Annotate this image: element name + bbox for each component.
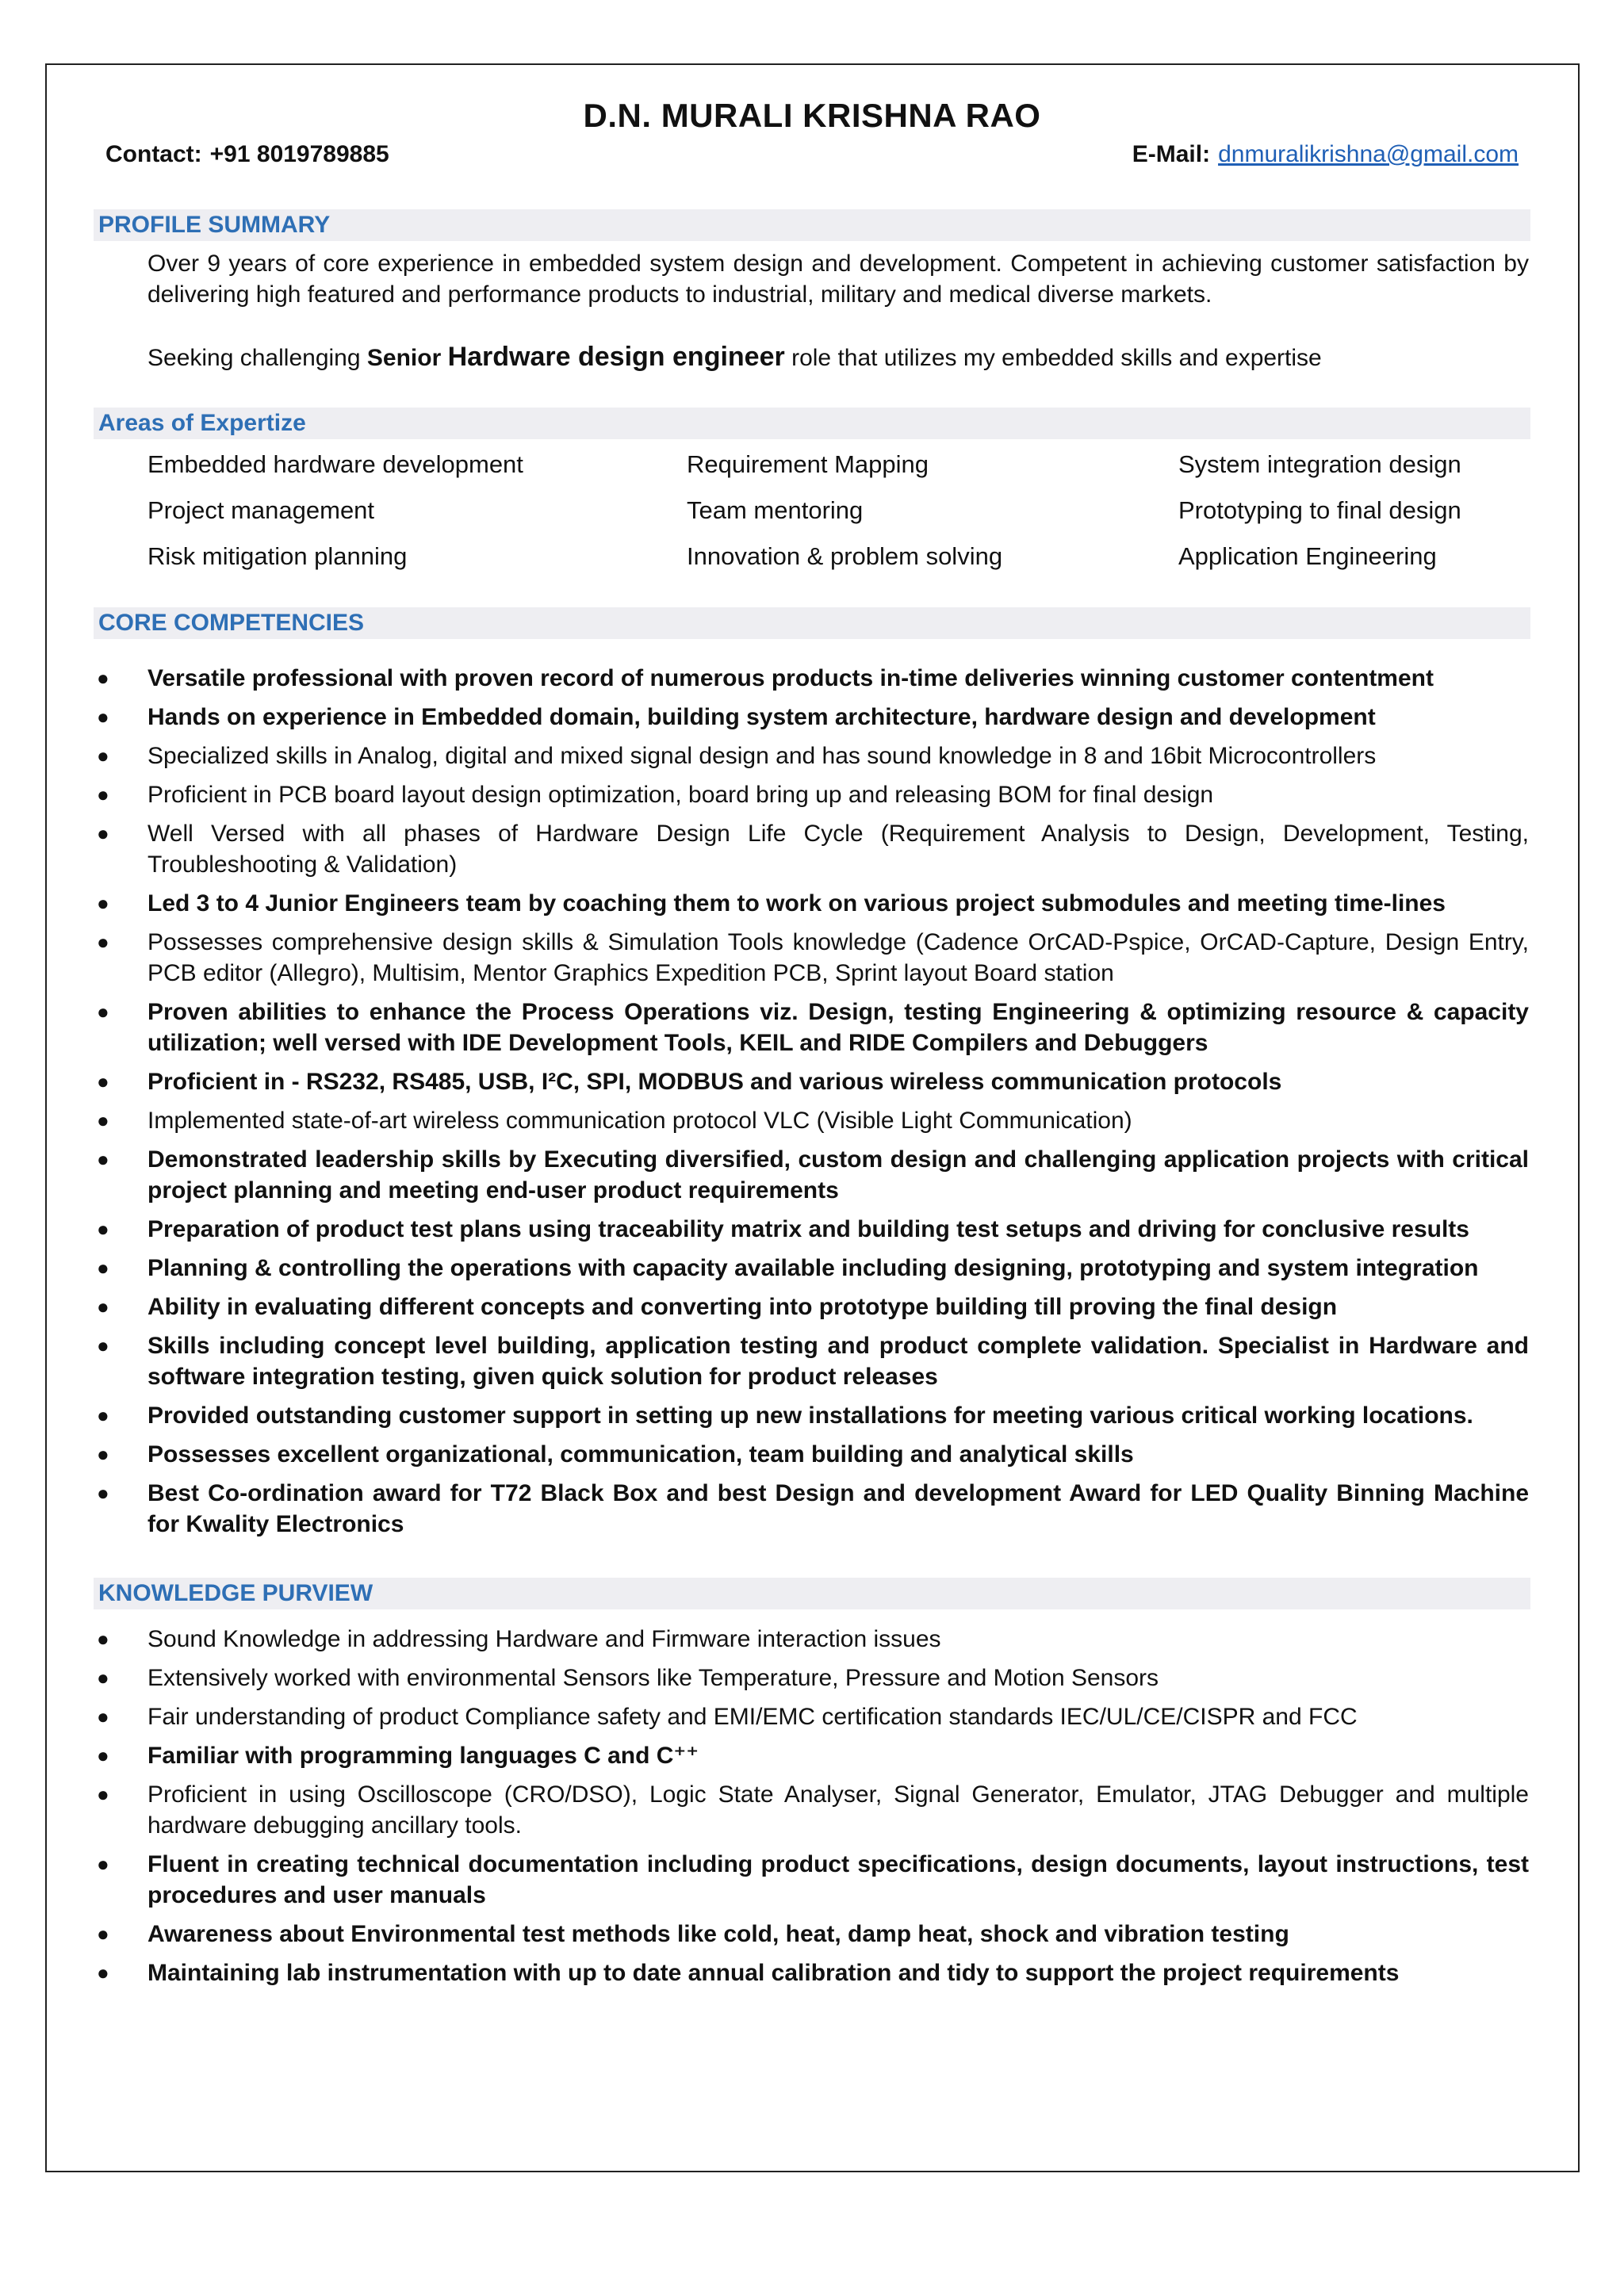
list-item xyxy=(94,1624,1529,1655)
list-item-text: Specialized skills in Analog, digital and mixed signal design and has sound knowledge in 8 and 16bit Microcontrollers xyxy=(147,743,1377,769)
bullet-icon: ● xyxy=(97,1961,109,1984)
expertise-row xyxy=(147,496,1543,542)
list-item-text: Provided outstanding customer support in setting up new installations for meeting various critical working locations. xyxy=(147,1402,1473,1429)
list-item xyxy=(94,702,1529,733)
contact-label: Contact: xyxy=(105,141,202,167)
bullet-icon: ● xyxy=(97,1705,109,1728)
list-item-text: Preparation of product test plans using traceability matrix and building test setups and driving for conclusive results xyxy=(147,1216,1469,1242)
list-item-text: Led 3 to 4 Junior Engineers team by coaching them to work on various project submodules and meeting time-lines xyxy=(147,890,1446,916)
seek-suffix: role that utilizes my embedded skills and expertise xyxy=(791,345,1322,371)
list-item-text: Well Versed with all phases of Hardware Design Life Cycle (Requirement Analysis to Design, Development, Testing, Troubleshooting & Validation) xyxy=(147,821,1529,878)
contact-row xyxy=(105,141,1519,168)
expertise-item: Risk mitigation planning xyxy=(147,542,408,570)
bullet-icon: ● xyxy=(97,1481,109,1505)
list-item-text: Best Co-ordination award for T72 Black Box and best Design and development Award for LED Quality Binning Machine for Kwality Electronics xyxy=(147,1480,1529,1537)
list-item-text: Possesses comprehensive design skills & Simulation Tools knowledge (Cadence OrCAD-Pspice, OrCAD-Capture, Design Entry, PCB editor (Allegro), Multisim, Mentor Graphics Expedition PCB, Sprint layout Board station xyxy=(147,929,1529,986)
list-item-text: Awareness about Environmental test methods like cold, heat, damp heat, shock and vibration testing xyxy=(147,1921,1289,1947)
list-item-text: Sound Knowledge in addressing Hardware and Firmware interaction issues xyxy=(147,1626,941,1652)
list-item xyxy=(94,1144,1529,1206)
knowledge-purview-list xyxy=(94,1624,1529,1996)
list-item xyxy=(94,1066,1529,1097)
bullet-icon: ● xyxy=(97,1627,109,1651)
list-item-text: Extensively worked with environmental Sensors like Temperature, Pressure and Motion Sensors xyxy=(147,1665,1159,1691)
profile-summary-heading: PROFILE SUMMARY xyxy=(94,209,1530,241)
list-item xyxy=(94,888,1529,919)
bullet-icon: ● xyxy=(97,891,109,915)
knowledge-purview-heading: KNOWLEDGE PURVIEW xyxy=(94,1578,1530,1609)
expertise-item: Team mentoring xyxy=(687,496,864,524)
expertise-item: Project management xyxy=(147,496,375,524)
bullet-icon: ● xyxy=(97,705,109,729)
list-item-text: Implemented state-of-art wireless communication protocol VLC (Visible Light Communication) xyxy=(147,1108,1132,1134)
list-item xyxy=(94,1292,1529,1322)
list-item-text: Proven abilities to enhance the Process Operations viz. Design, testing Engineering & optimizing resource & capacity utilization; well versed with IDE Development Tools, KEIL and RIDE Compilers and Debuggers xyxy=(147,999,1529,1056)
list-item xyxy=(94,1478,1529,1540)
list-item-text: Skills including concept level building, application testing and product complete validation. Specialist in Hardware and software integration testing, given quick solution for product releases xyxy=(147,1333,1529,1390)
seek-senior: Senior xyxy=(366,345,442,371)
seek-role: Hardware design engineer xyxy=(447,342,785,372)
profile-summary-text: Over 9 years of core experience in embedded system design and development. Competent in achieving customer satisfaction by delivering high featured and performance products to industrial, military and medical diverse markets. xyxy=(147,251,1529,308)
candidate-name: D.N. MURALI KRISHNA RAO xyxy=(583,97,1041,134)
list-item-text: Proficient in PCB board layout design optimization, board bring up and releasing BOM for final design xyxy=(147,782,1214,808)
list-item-text: Demonstrated leadership skills by Executing diversified, custom design and challenging application projects with critical project planning and meeting end-user product requirements xyxy=(147,1146,1529,1203)
list-item-text: Proficient in - RS232, RS485, USB, I²C, SPI, MODBUS and various wireless communication protocols xyxy=(147,1069,1282,1095)
list-item xyxy=(94,1663,1529,1693)
list-item-text: Hands on experience in Embedded domain, building system architecture, hardware design and development xyxy=(147,704,1376,730)
bullet-icon: ● xyxy=(97,1295,109,1318)
list-item-text: Fluent in creating technical documentation including product specifications, design documents, layout instructions, test procedures and user manuals xyxy=(147,1851,1529,1908)
bullet-icon: ● xyxy=(97,1852,109,1876)
bullet-icon: ● xyxy=(97,1666,109,1689)
list-item xyxy=(94,1779,1529,1841)
bullet-icon: ● xyxy=(97,1442,109,1466)
list-item xyxy=(94,1330,1529,1392)
list-item xyxy=(94,740,1529,771)
bullet-icon: ● xyxy=(97,666,109,690)
list-item xyxy=(94,1105,1529,1136)
expertise-item: Application Engineering xyxy=(1178,542,1437,570)
expertise-row xyxy=(147,542,1543,588)
contact-phone-value: +91 8019789885 xyxy=(209,141,389,167)
bullet-icon: ● xyxy=(97,1070,109,1093)
list-item-text: Versatile professional with proven record of numerous products in-time deliveries winning customer contentment xyxy=(147,665,1434,691)
list-item-text: Fair understanding of product Compliance safety and EMI/EMC certification standards IEC/UL/CE/CISPR and FCC xyxy=(147,1704,1358,1730)
bullet-icon: ● xyxy=(97,1743,109,1767)
contact-phone xyxy=(105,141,389,168)
core-competencies-heading: CORE COMPETENCIES xyxy=(94,607,1530,639)
expertise-grid xyxy=(147,450,1543,588)
list-item xyxy=(94,1740,1529,1771)
expertise-item: Embedded hardware development xyxy=(147,450,523,478)
list-item-text: Possesses excellent organizational, communication, team building and analytical skills xyxy=(147,1441,1134,1468)
expertise-item: Prototyping to final design xyxy=(1178,496,1461,524)
seek-prefix: Seeking challenging xyxy=(147,345,361,371)
bullet-icon: ● xyxy=(97,1108,109,1132)
bullet-icon: ● xyxy=(97,1782,109,1806)
list-item xyxy=(94,1957,1529,1988)
list-item xyxy=(94,1400,1529,1431)
bullet-icon: ● xyxy=(97,1334,109,1357)
expertise-item: Innovation & problem solving xyxy=(687,542,1003,570)
expertise-item: Requirement Mapping xyxy=(687,450,929,478)
bullet-icon: ● xyxy=(97,1000,109,1024)
list-item-text: Ability in evaluating different concepts and converting into prototype building till proving the final design xyxy=(147,1294,1338,1320)
core-competencies-list xyxy=(94,663,1529,1548)
bullet-icon: ● xyxy=(97,821,109,845)
list-item-text: Proficient in using Oscilloscope (CRO/DSO), Logic State Analyser, Signal Generator, Emulator, JTAG Debugger and multiple hardware debugging ancillary tools. xyxy=(147,1781,1529,1839)
list-item xyxy=(94,927,1529,989)
list-item xyxy=(94,1849,1529,1911)
bullet-icon: ● xyxy=(97,1256,109,1280)
expertise-heading: Areas of Expertize xyxy=(94,408,1530,439)
list-item xyxy=(94,1253,1529,1284)
list-item-text: Familiar with programming languages C and C⁺⁺ xyxy=(147,1743,699,1769)
bullet-icon: ● xyxy=(97,930,109,954)
list-item xyxy=(94,1214,1529,1245)
list-item-text: Maintaining lab instrumentation with up to date annual calibration and tidy to support the project requirements xyxy=(147,1960,1400,1986)
list-item xyxy=(94,997,1529,1058)
list-item xyxy=(94,1439,1529,1470)
email-label: E-Mail: xyxy=(1132,141,1211,167)
bullet-icon: ● xyxy=(97,1403,109,1427)
list-item xyxy=(94,1701,1529,1732)
contact-email xyxy=(1132,141,1519,168)
email-link[interactable]: dnmuralikrishna@gmail.com xyxy=(1218,141,1519,167)
seeking-statement xyxy=(147,342,1322,373)
bullet-icon: ● xyxy=(97,1147,109,1171)
bullet-icon: ● xyxy=(97,1217,109,1241)
list-item xyxy=(94,818,1529,880)
list-item xyxy=(94,779,1529,810)
expertise-row xyxy=(147,450,1543,496)
list-item xyxy=(94,1919,1529,1950)
list-item xyxy=(94,663,1529,694)
bullet-icon: ● xyxy=(97,783,109,806)
bullet-icon: ● xyxy=(97,1922,109,1946)
list-item-text: Planning & controlling the operations with capacity available including designing, prototyping and system integration xyxy=(147,1255,1479,1281)
expertise-item: System integration design xyxy=(1178,450,1461,478)
bullet-icon: ● xyxy=(97,744,109,767)
